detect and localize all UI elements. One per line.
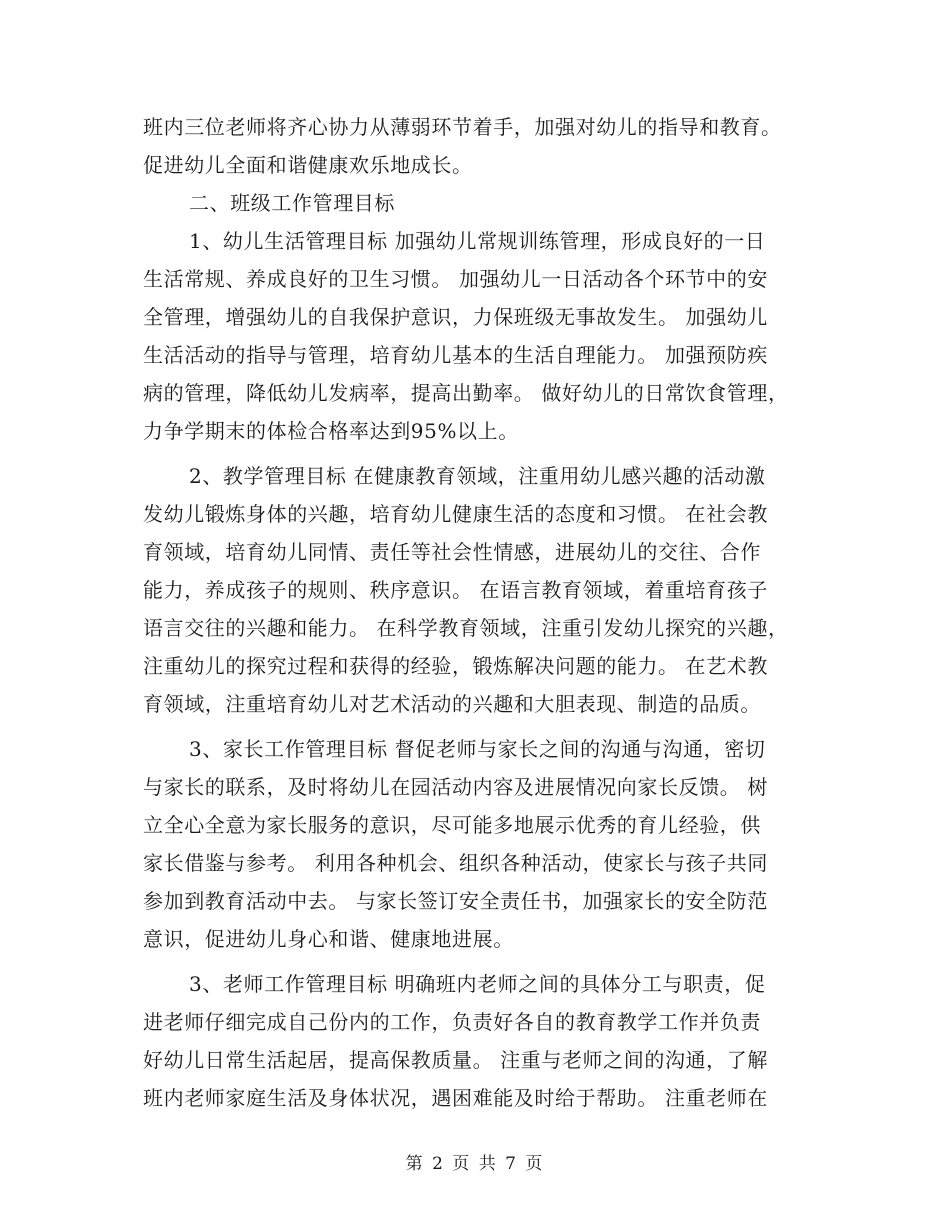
text-line: 语言交往的兴趣和能力。 在科学教育领域，注重引发幼儿探究的兴趣， xyxy=(143,616,789,640)
text-line: 好幼儿日常生活起居，提高保教质量。 注重与老师之间的沟通，了解 xyxy=(143,1048,768,1072)
text-line: 促进幼儿全面和谐健康欢乐地成长。 xyxy=(143,153,473,177)
text-line: 进老师仔细完成自己份内的工作，负责好各自的教育教学工作并负责 xyxy=(143,1010,761,1034)
text-line: 育领域，培育幼儿同情、责任等社会性情感，进展幼儿的交往、合作 xyxy=(143,540,761,564)
text-line: 3、家长工作管理目标 督促老师与家长之间的沟通与沟通，密切 xyxy=(189,737,766,761)
text-line: 力争学期末的体检合格率达到95%以上。 xyxy=(143,419,519,443)
text-line: 病的管理，降低幼儿发病率，提高出勤率。 做好幼儿的日常饮食管理， xyxy=(143,381,789,405)
text-line: 能力，养成孩子的规则、秩序意识。 在语言教育领域，着重培育孩子 xyxy=(143,578,768,602)
text-line: 与家长的联系，及时将幼儿在园活动内容及进展情况向家长反馈。 树 xyxy=(143,775,768,799)
text-line: 参加到教育活动中去。 与家长签订安全责任书，加强家长的安全防范 xyxy=(143,889,768,913)
text-line: 家长借鉴与参考。 利用各种机会、组织各种活动，使家长与孩子共同 xyxy=(143,851,768,875)
text-line: 班内三位老师将齐心协力从薄弱环节着手，加强对幼儿的指导和教育。 xyxy=(143,115,782,139)
text-line: 班内老师家庭生活及身体状况，遇困难能及时给于帮助。 注重老师在 xyxy=(143,1086,768,1110)
text-line: 立全心全意为家长服务的意识，尽可能多地展示优秀的育儿经验，供 xyxy=(143,813,761,837)
text-line: 1、幼儿生活管理目标 加强幼儿常规训练管理，形成良好的一日 xyxy=(189,229,766,253)
text-line: 发幼儿锻炼身体的兴趣，培育幼儿健康生活的态度和习惯。 在社会教 xyxy=(143,502,768,526)
text-line: 生活常规、养成良好的卫生习惯。 加强幼儿一日活动各个环节中的安 xyxy=(143,267,768,291)
text-line: 全管理，增强幼儿的自我保护意识，力保班级无事故发生。 加强幼儿 xyxy=(143,305,768,329)
text-line: 意识，促进幼儿身心和谐、健康地进展。 xyxy=(143,927,514,951)
text-line: 注重幼儿的探究过程和获得的经验，锻炼解决问题的能力。 在艺术教 xyxy=(143,654,768,678)
text-line: 3、老师工作管理目标 明确班内老师之间的具体分工与职责，促 xyxy=(189,972,766,996)
section-heading: 二、班级工作管理目标 xyxy=(189,191,395,215)
text-line: 育领域，注重培育幼儿对艺术活动的兴趣和大胆表现、制造的品质。 xyxy=(143,692,761,716)
text-line: 生活活动的指导与管理，培育幼儿基本的生活自理能力。 加强预防疾 xyxy=(143,343,768,367)
text-line: 2、教学管理目标 在健康教育领域，注重用幼儿感兴趣的活动激 xyxy=(189,464,766,488)
page-number-footer: 第 2 页 共 7 页 xyxy=(405,1154,545,1174)
